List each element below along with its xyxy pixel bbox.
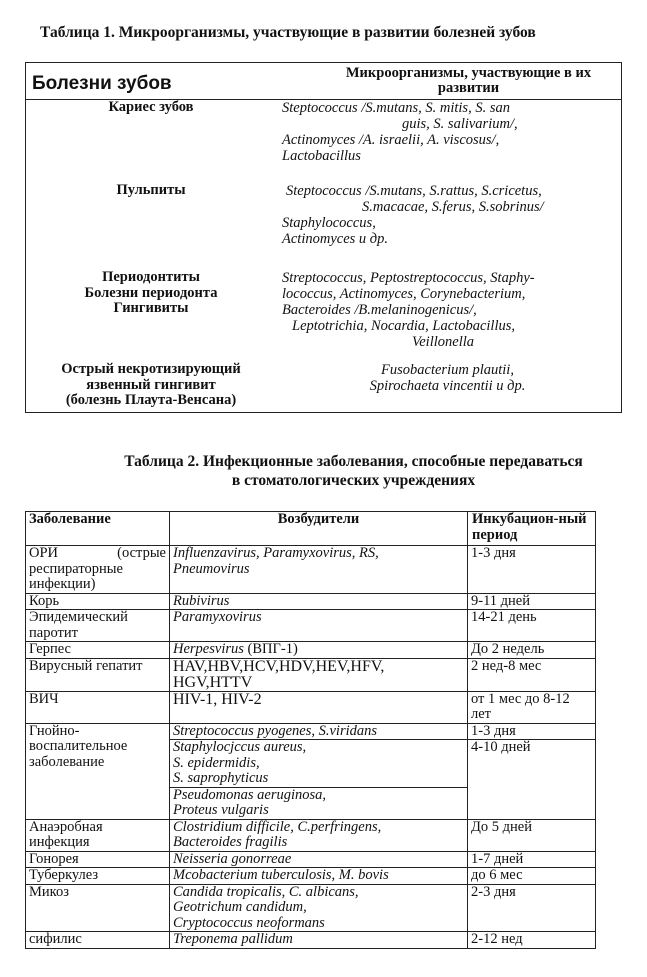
disease-cell: Микоз: [26, 884, 170, 932]
microbe-line: Staphylococcus,: [282, 215, 376, 231]
table2-title-line: в стоматологических учреждениях: [231, 472, 476, 489]
pathogen-line: Herpesvirus: [173, 641, 244, 657]
incubation-cell: от 1 мес до 8-12 лет: [468, 691, 596, 723]
pathogen-line: HGV,HTTV: [173, 673, 253, 691]
disease-cell: Анаэробная инфекция: [26, 819, 170, 851]
pathogen-cell: [170, 546, 468, 594]
table1-header: [26, 63, 621, 100]
table2: [25, 511, 596, 949]
table1-microbes: [276, 100, 621, 180]
incubation-cell: 2-12 нед: [468, 932, 596, 949]
pathogen-cell: [170, 819, 468, 851]
table1: [25, 62, 622, 413]
incubation-cell: 1-7 дней: [468, 851, 596, 868]
table2-col-disease: Заболевание: [26, 512, 170, 546]
incubation-cell: 9-11 дней: [468, 593, 596, 610]
pathogen-line: Treponema pallidum: [173, 931, 293, 947]
pathogen-extra: (ВПГ-1): [243, 641, 298, 657]
table-row: [26, 610, 596, 642]
table1-row: [26, 262, 621, 356]
table-row: [26, 593, 596, 610]
disease-cell: Корь: [26, 593, 170, 610]
pathogen-line: HIV-1, HIV-2: [173, 690, 262, 708]
pathogen-line: Geotrichum candidum,: [173, 899, 307, 915]
disease-line: (болезнь Плаута-Венсана): [65, 392, 237, 408]
pathogen-line: Neisseria gonorreae: [173, 850, 292, 867]
microbe-line: Lactobacillus: [282, 148, 361, 164]
incubation-cell: 4-10 дней: [468, 740, 596, 820]
table-row: [26, 884, 596, 932]
disease-cell: ВИЧ: [26, 691, 170, 723]
table1-disease: [26, 100, 276, 180]
pathogen-line: Bacteroides fragilis: [173, 834, 288, 850]
pathogen-cell: [170, 642, 468, 659]
table1-microbes: [276, 356, 621, 412]
disease-line: Кариес зубов: [108, 99, 194, 115]
disease-cell: Герпес: [26, 642, 170, 659]
incubation-cell: 1-3 дня: [468, 546, 596, 594]
disease-cell: ОРИ (острые респираторные инфекции): [26, 546, 170, 594]
disease-cell: Туберкулез: [26, 868, 170, 885]
pathogen-line: Rubivirus: [173, 592, 230, 609]
microbe-line: Bacteroides /B.melaninogenicus/,: [282, 302, 477, 318]
table1-microbes: [276, 180, 621, 262]
pathogen-cell: [170, 868, 468, 885]
microbe-line: Leptotrichia, Nocardia, Lactobacillus,: [292, 318, 516, 334]
pathogen-line: Mcobacterium tuberculosis, M. bovis: [173, 867, 389, 883]
table1-title: Таблица 1. Микроорганизмы, участвующие в развитии болезней зубов: [40, 24, 536, 41]
pathogen-cell: [170, 593, 468, 610]
table1-col-microbes: Микроорганизмы, участвующие в их развитии: [345, 65, 592, 96]
table-row: [26, 642, 596, 659]
pathogen-cell: [170, 932, 468, 949]
incubation-cell: До 2 недель: [468, 642, 596, 659]
disease-cell: Вирусный гепатит: [26, 658, 170, 691]
disease-cell: Гонорея: [26, 851, 170, 868]
table2-header: [26, 512, 596, 546]
table2-col-pathogens: Возбудители: [170, 512, 468, 546]
table2-col-incubation: Инкубацион-ный период: [468, 512, 596, 546]
disease-line: Гингивиты: [113, 300, 189, 316]
pathogen-cell: [170, 884, 468, 932]
table-row: [26, 851, 596, 868]
table-row: [26, 546, 596, 594]
disease-line: Пульпиты: [116, 182, 186, 198]
pathogen-cell: [170, 740, 468, 788]
incubation-cell: 1-3 дня: [468, 723, 596, 740]
table1-disease: [26, 180, 276, 262]
pathogen-line: Staphylocjccus aureus,: [173, 739, 307, 755]
table-row: [26, 723, 596, 740]
pathogen-line: Paramyxovirus: [173, 609, 262, 625]
table2-title: [0, 452, 647, 490]
table1-col-disease: Болезни зубов: [32, 73, 172, 94]
pathogen-cell: [170, 658, 468, 691]
pathogen-cell: [170, 787, 468, 819]
table-row: [26, 658, 596, 691]
microbe-line: Spirochaeta vincentii и др.: [369, 378, 526, 394]
pathogen-line: Candida tropicalis, C. albicans,: [173, 883, 359, 900]
disease-line: язвенный гингивит: [86, 376, 216, 393]
pathogen-cell: [170, 691, 468, 723]
table1-microbes: [276, 262, 621, 356]
microbe-line: lococcus, Actinomyces, Corynebacterium,: [282, 286, 526, 302]
table1-row: [26, 356, 621, 412]
pathogen-cell: [170, 610, 468, 642]
pathogen-line: Streptococcus pyogenes, S.viridans: [173, 722, 378, 739]
pathogen-cell: [170, 851, 468, 868]
pathogen-line: Proteus vulgaris: [173, 802, 269, 818]
incubation-cell: 14-21 день: [468, 610, 596, 642]
incubation-cell: До 5 дней: [468, 819, 596, 851]
incubation-cell: до 6 мес: [468, 868, 596, 885]
microbe-line: S.macacae, S.ferus, S.sobrinus/: [362, 199, 544, 215]
table-row: [26, 691, 596, 723]
pathogen-line: HAV,HBV,HCV,HDV,HEV,HFV,: [173, 657, 385, 675]
disease-cell: сифилис: [26, 932, 170, 949]
pathogen-line: S. epidermidis,: [173, 754, 260, 771]
table-row: [26, 819, 596, 851]
microbe-line: Actinomyces и др.: [282, 231, 388, 247]
pathogen-cell: [170, 723, 468, 740]
microbe-line: Steptococcus /S.mutans, S.rattus, S.cricetus,: [286, 183, 542, 199]
disease-cell: Гнойно-воспалительное заболевание: [26, 723, 170, 819]
table-row: [26, 868, 596, 885]
microbe-line: Veillonella: [412, 334, 475, 350]
disease-cell: Эпидемический паротит: [26, 610, 170, 642]
table1-row: [26, 180, 621, 262]
table-row: [26, 932, 596, 949]
disease-line: Острый некротизирующий: [61, 361, 241, 377]
pathogen-line: Clostridium difficile, C.perfringens,: [173, 818, 382, 835]
incubation-cell: 2 нед-8 мес: [468, 658, 596, 691]
table1-row: [26, 100, 621, 180]
pathogen-line: Pseudomonas aeruginosa,: [173, 786, 327, 803]
incubation-cell: 2-3 дня: [468, 884, 596, 932]
microbe-line: Steptococcus /S.mutans, S. mitis, S. san: [282, 100, 510, 116]
microbe-line: Fusobacterium plautii,: [381, 362, 514, 378]
microbe-line: Streptococcus, Peptostreptococcus, Staphy-: [282, 270, 535, 286]
microbe-line: Actinomyces /A. israelii, A. viscosus/,: [282, 132, 500, 148]
microbe-line: guis, S. salivarium/,: [402, 116, 518, 132]
pathogen-line: Pneumovirus: [173, 560, 250, 577]
table1-disease: [26, 356, 276, 412]
pathogen-line: Influenzavirus, Paramyxovirus, RS,: [173, 545, 379, 561]
disease-line: Периодонтиты: [102, 269, 200, 285]
disease-line: Болезни периодонта: [84, 284, 218, 301]
table1-disease: [26, 262, 276, 356]
pathogen-line: S. saprophyticus: [173, 770, 269, 786]
pathogen-line: Cryptococcus neoformans: [173, 914, 325, 931]
table2-title-line: Таблица 2. Инфекционные заболевания, способные передаваться: [124, 453, 583, 470]
